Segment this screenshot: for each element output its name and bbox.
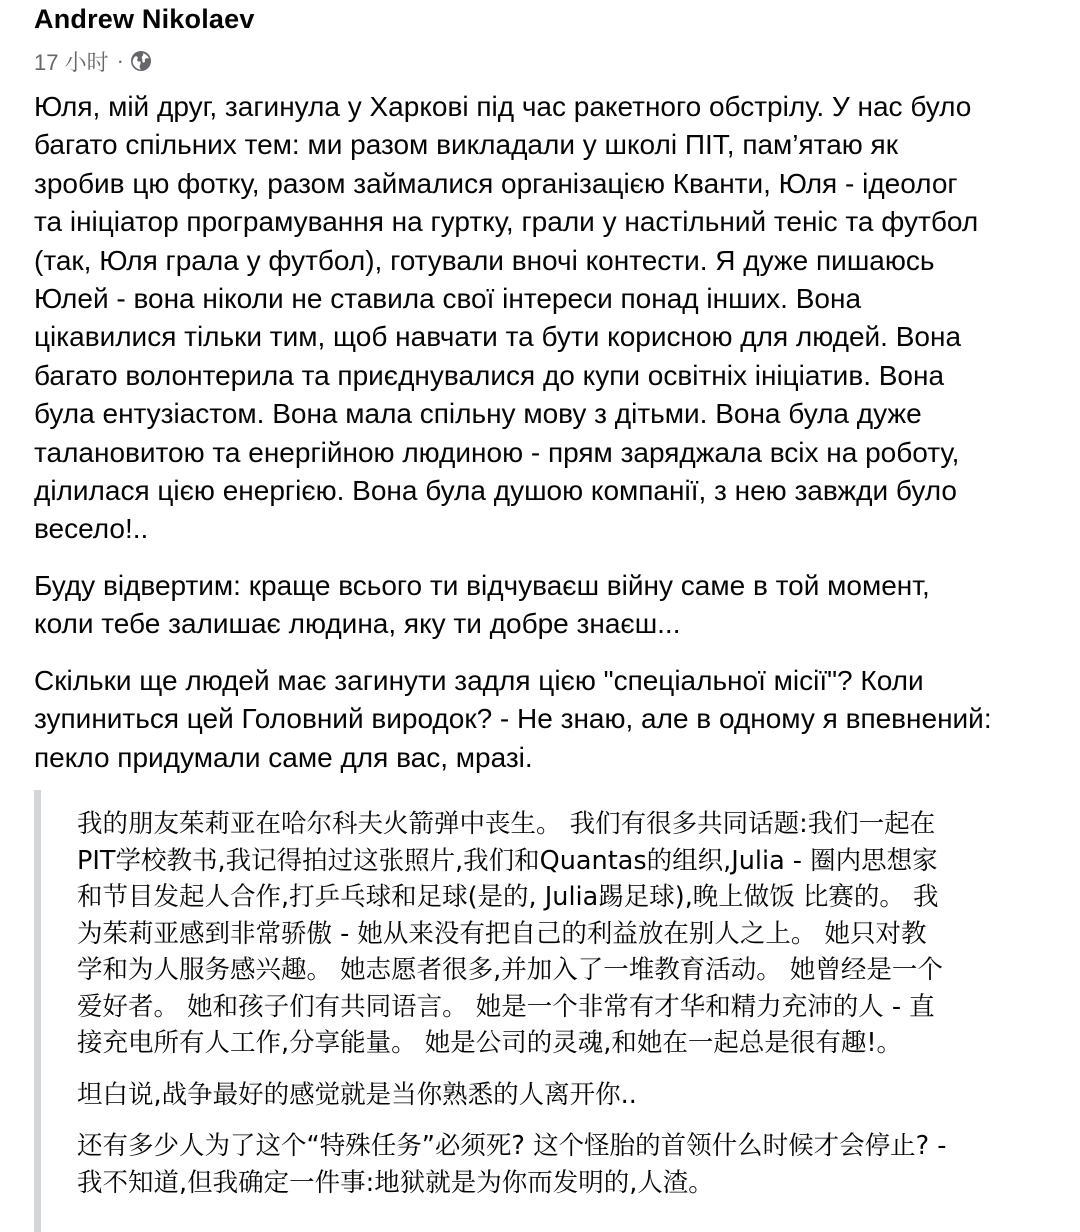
post-paragraph: Скільки ще людей має загинути задля цією "спеціальної місії"? Коли зупиниться цей Головний виродок? - Не знаю, але в одному я впевнений: пекло придумали саме для вас, мразі. (34, 664, 992, 773)
post-body (34, 88, 1074, 795)
post-paragraph: Юля, мій друг, загинула у Харкові під час ракетного обстрілу. У нас було багато спільних тем: ми разом викладали у школі ПІТ, пам’ятаю як зробив цю фотку, разом займалися організацією Кванти, Юля - ідеолог та ініціатор програмування на гуртку, грали у настільний теніс та футбол (так, Юля грала у футбол), готували вночі контести. Я дуже пишаюсь Юлей - вона ніколи не ставила свої інтереси понад інших. Вона цікавилися тільки тим, щоб навчати та бути корисною для людей. Вона багато волонтерила та приєднувалися до купи освітніх ініціатив. Вона була ентузіастом. Вона мала спільну мову з дітьми. Вона була дуже талановитою та енергійною людиною - прям заряджала всіх на роботу, ділилася цією енергією. Вона була душою компанії, з нею завжди було весело!.. (34, 91, 979, 545)
translation-quote-block (34, 790, 1080, 1232)
post-timestamp[interactable]: 17 小时 (34, 49, 109, 75)
translation-paragraph: 还有多少人为了这个“特殊任务”必须死? 这个怪胎的首领什么时候才会停止? - 我不知道,但我确定一件事:地狱就是为你而发明的,人渣。 (77, 1131, 947, 1198)
post-author-name[interactable]: Andrew Nikolaev (34, 4, 255, 34)
post-paragraph: Буду відвертим: краще всього ти відчуваєш війну саме в той момент, коли тебе залишає людина, яку ти добре знаєш... (34, 569, 930, 640)
translation-paragraph: 我的朋友茱莉亚在哈尔科夫火箭弹中丧生。 我们有很多共同话题:我们一起在 PIT学校教书,我记得拍过这张照片,我们和Quantas的组织,Julia - 圈内思想家 和节目发起人合作,打乒乓球和足球(是的, Julia踢足球),晚上做饭 比赛的。 我 为茱莉亚感到非常骄傲 - 她从来没有把自己的利益放在别人之上。 她只对教 学和为人服务感兴趣。 她志愿者很多,并加入了一堆教育活动。 她曾经是一个 爱好者。 她和孩子们有共同语言。 她是一个非常有才华和精力充沛的人 - 直 接充电所有人工作,分享能量。 她是公司的灵魂,和她在一起总是很有趣!。 (77, 809, 943, 1058)
translation-paragraph: 坦白说,战争最好的感觉就是当你熟悉的人离开你.. (77, 1079, 637, 1110)
meta-separator: · (116, 48, 124, 73)
globe-icon[interactable] (130, 50, 152, 72)
post-meta (34, 46, 152, 76)
translation-text (77, 806, 1077, 1216)
